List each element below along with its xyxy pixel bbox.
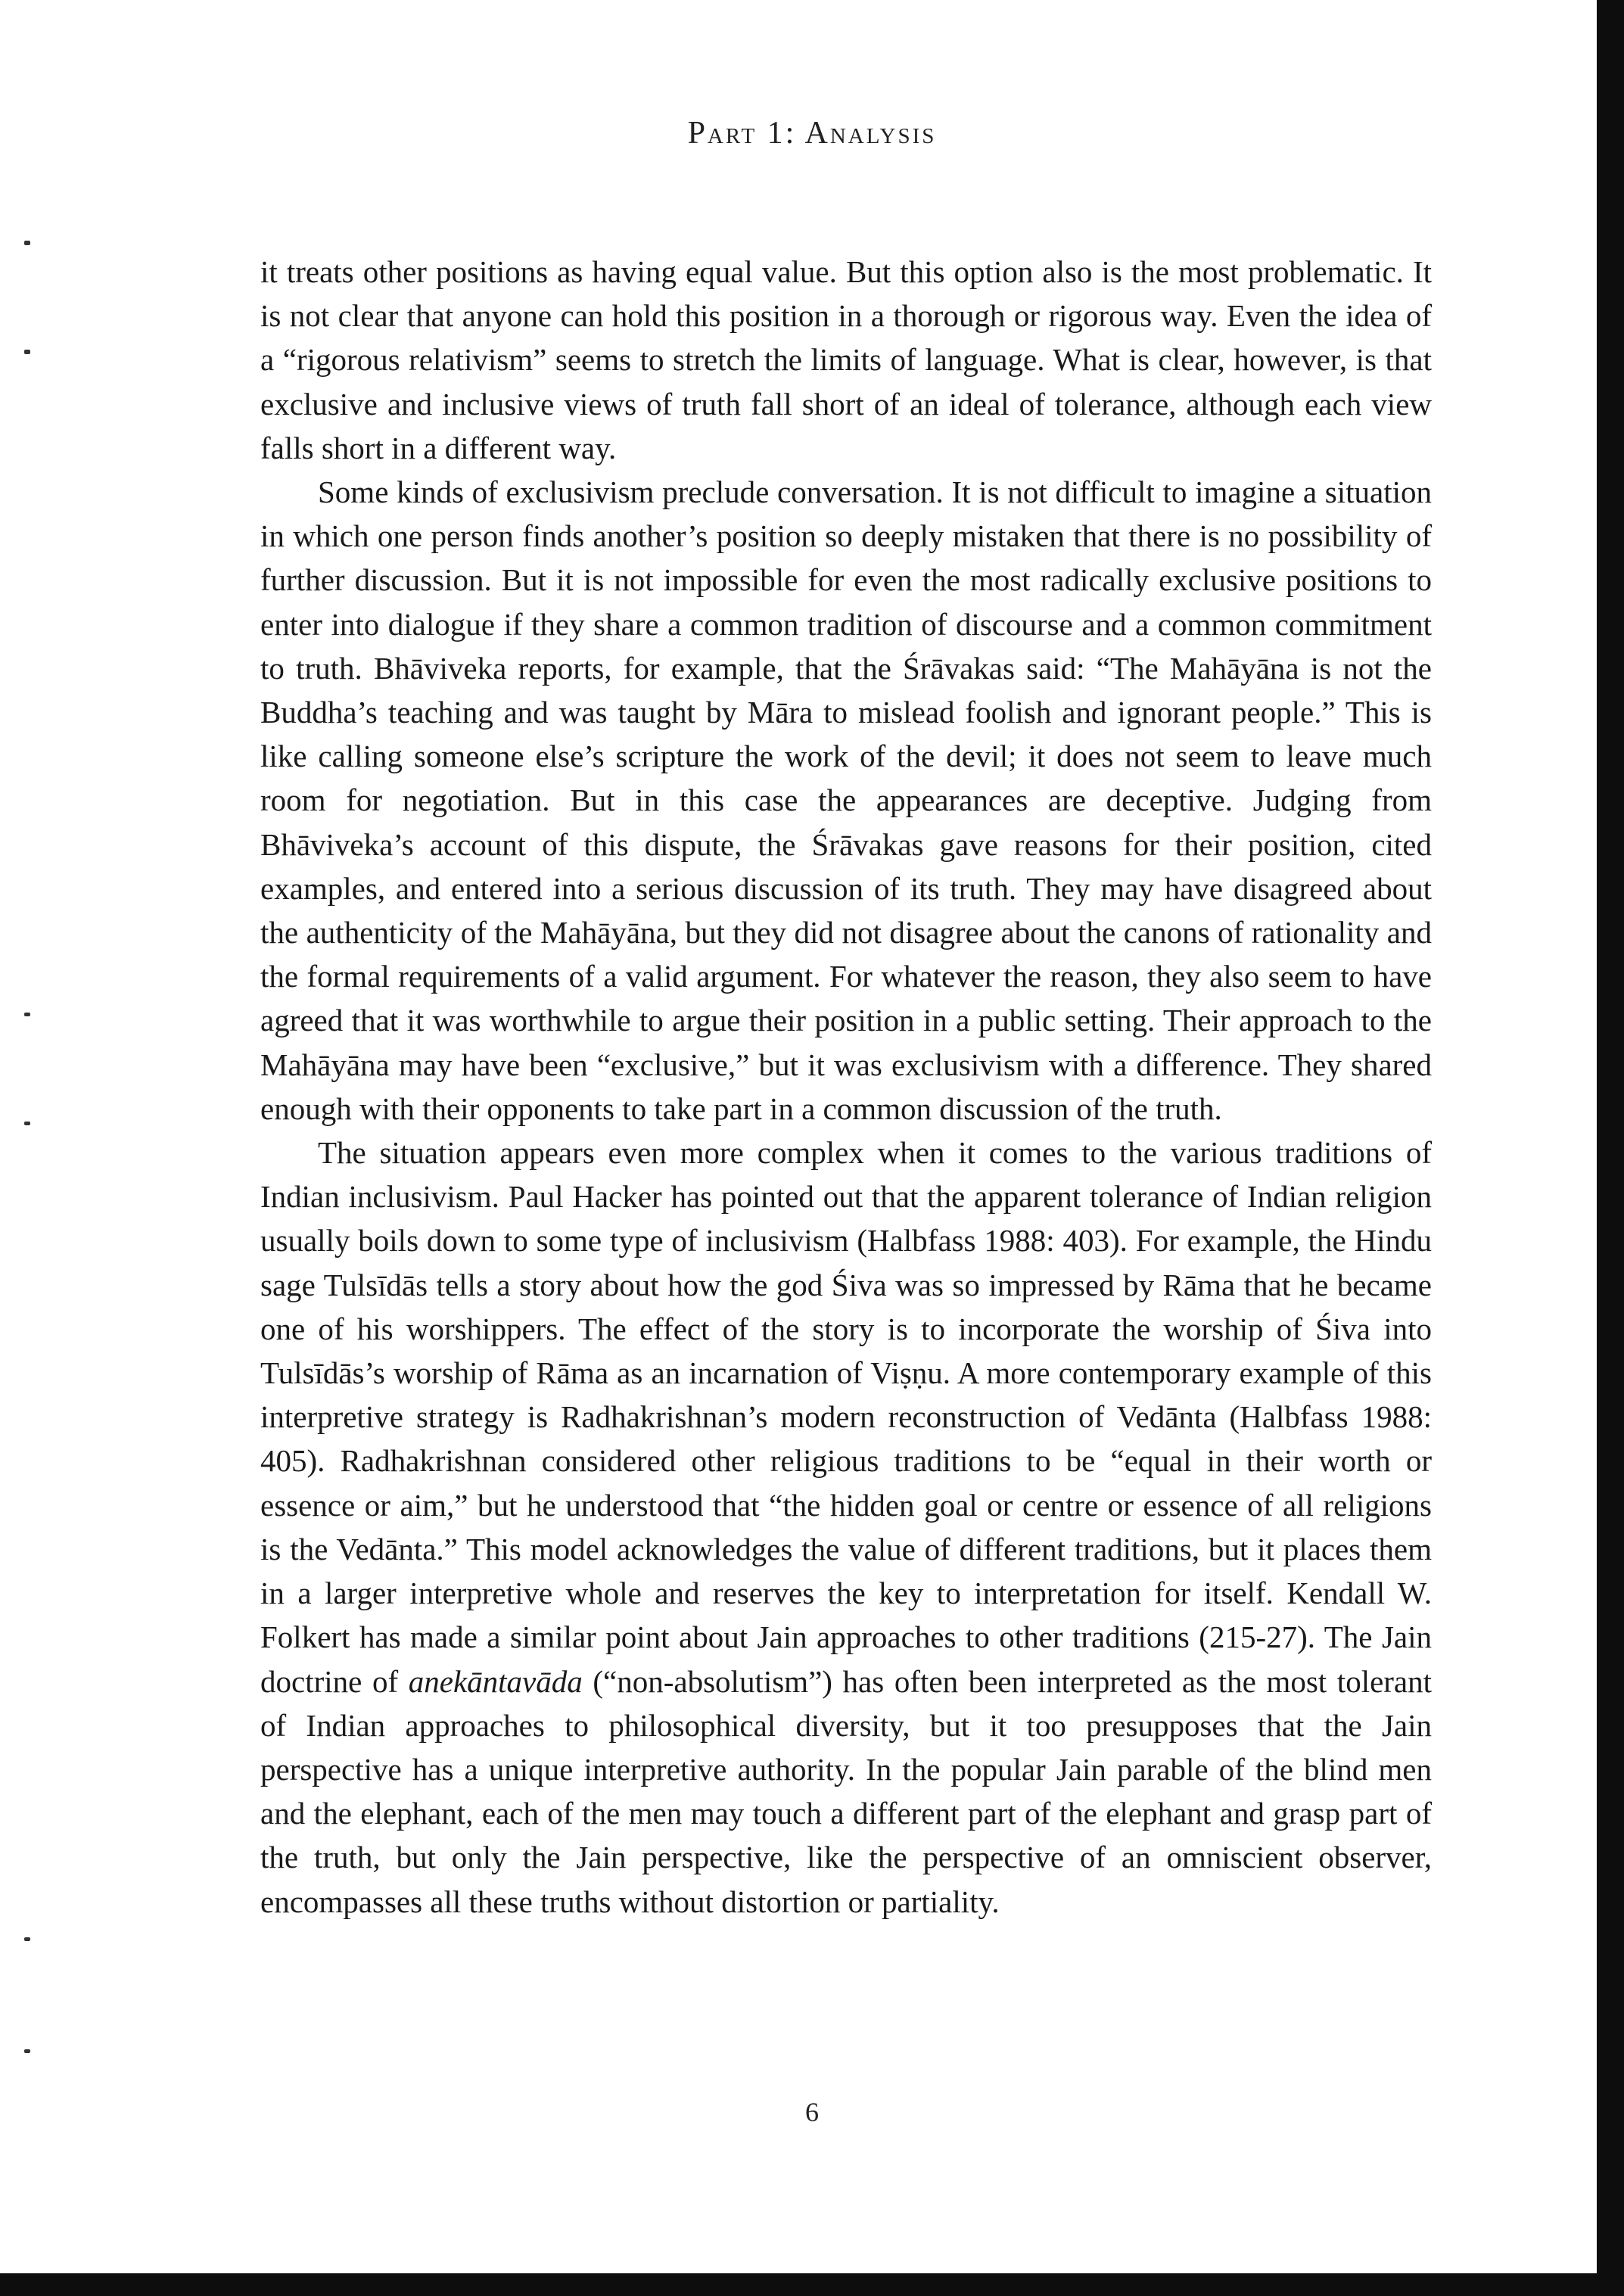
margin-mark — [24, 1013, 30, 1016]
running-head: Part 1: Analysis — [687, 116, 937, 151]
paragraph-3 — [260, 1131, 1432, 1924]
paragraph-3-continued: (“non-absolutism”) has often been interpreted as the most tolerant of Indian approaches to philosophical diversity, but it too presupposes that the Jain perspective has a unique interpretive authority. In the popular Jain parable of the blind men and the elephant, each of the men may touch a different part of the elephant and grasp part of the truth, but only the Jain perspective, like the perspective of an omniscient observer, encompasses all these truths without distortion or partiality. — [260, 1663, 1433, 1919]
paragraph-2: Some kinds of exclusivism preclude conversation. It is not difficult to imagine a situation in which one person finds another’s position so deeply mistaken that there is no possibility of further discussion. But it is not impossible for even the most radically exclusive positions to enter into dialogue if they share a common tradition of discourse and a common commitment to truth. Bhāviveka reports, for example, that the Śrāvakas said: “The Mahāyāna is not the Buddha’s teaching and was taught by Māra to mislead foolish and ignorant people.” This is like calling someone else’s scripture the work of the devil; it does not seem to leave much room for negotiation. But in this case the appearances are deceptive. Judging from Bhāviveka’s account of this dispute, the Śrāvakas gave reasons for their position, cited examples, and entered into a serious discussion of its truth. They may have disagreed about the authenticity of the Mahāyāna, but they did not disagree about the canons of rationality and the formal requirements of a valid argument. For whatever the reason, they also seem to have agreed that it was worthwhile to argue their position in a public setting. Their approach to the Mahāyāna may have been “exclusive,” but it was exclusivism with a difference. They shared enough with their opponents to take part in a common discussion of the truth. — [260, 474, 1432, 1126]
margin-mark — [24, 2049, 30, 2053]
scan-edge-bottom — [0, 2273, 1624, 2296]
scan-edge-right — [1597, 0, 1624, 2296]
page-number: 6 — [805, 2097, 819, 2127]
paragraph-3-text: The situation appears even more complex when it comes to the various traditions of Indian inclusivism. Paul Hacker has pointed out that the apparent tolerance of Indian religion usually boils down to some type of inclusivism (Halbfass 1988: 403). For example, the Hindu sage Tulsīdās tells a story about how the god Śiva was so impressed by Rāma that he became one of his worshippers. The effect of the story is to incorporate the worship of Śiva into Tulsīdās’s worship of Rāma as an incarnation of Viṣṇu. A more contemporary example of this interpretive strategy is Radhakrishnan’s modern reconstruction of Vedānta (Halbfass 1988: 405). Radhakrishnan considered other religious traditions to be “equal in their worth or essence or aim,” but he understood that “the hidden goal or centre or essence of all religions is the Vedānta.” This model acknowledges the value of different traditions, but it places them in a larger interpretive whole and reserves the key to interpretation for itself. Kendall W. Folkert has made a similar point about Jain approaches to other traditions (215-27). The Jain doctrine of — [260, 1135, 1432, 1699]
margin-mark — [24, 1122, 30, 1125]
margin-mark — [24, 1937, 30, 1941]
italic-term: anekāntavāda — [408, 1663, 583, 1699]
paragraph-1: it treats other positions as having equal value. But this option also is the most problematic. It is not clear that anyone can hold this position in a thorough or rigorous way. Even the idea of a “rigorous relativism” seems to stretch the limits of language. What is clear, however, is that exclusive and inclusive views of truth fall short of an ideal of tolerance, although each view falls short in a different way. — [260, 254, 1432, 465]
body-text — [260, 250, 1432, 1924]
margin-mark — [24, 241, 30, 245]
margin-mark — [24, 350, 30, 354]
